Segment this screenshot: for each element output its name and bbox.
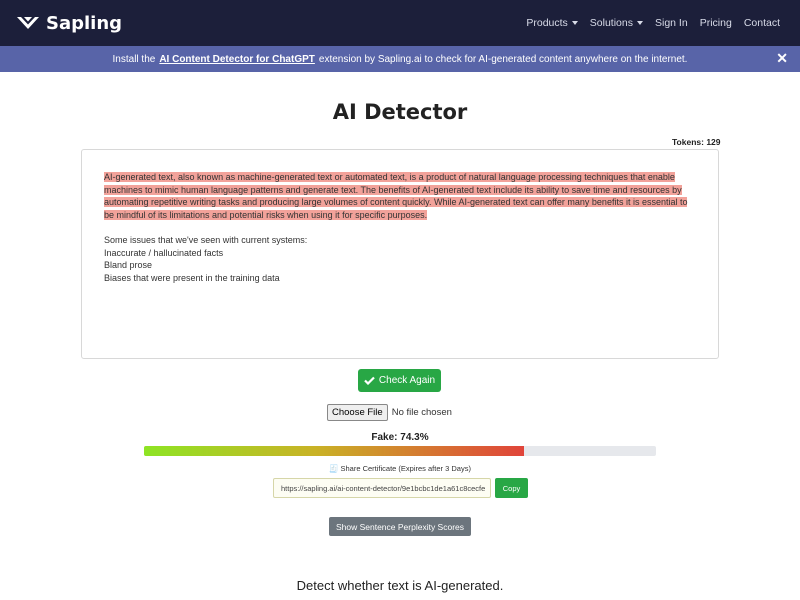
certificate-icon: 🧾 bbox=[329, 464, 339, 473]
sapling-logo-icon bbox=[16, 15, 40, 31]
nav-pricing[interactable]: Pricing bbox=[699, 17, 732, 29]
editor-line: Inaccurate / hallucinated facts bbox=[104, 247, 224, 258]
editor-line: Some issues that we've seen with current systems: bbox=[104, 234, 308, 245]
chevron-down-icon bbox=[637, 21, 643, 25]
nav-solutions-label: Solutions bbox=[589, 17, 633, 29]
check-again-label: Check Again bbox=[378, 375, 436, 386]
file-status: No file chosen bbox=[391, 407, 452, 418]
close-icon[interactable]: ✕ bbox=[776, 50, 788, 66]
extension-banner bbox=[0, 46, 800, 72]
editor-line: Biases that were present in the training data bbox=[104, 272, 280, 283]
page-title: AI Detector bbox=[332, 100, 468, 124]
text-editor[interactable] bbox=[81, 149, 719, 359]
nav-menu bbox=[520, 17, 786, 29]
banner-suffix: extension by Sapling.ai to check for AI-generated content anywhere on the internet. bbox=[318, 53, 688, 65]
share-certificate-label: Share Certificate (Expires after 3 Days) bbox=[340, 464, 471, 473]
top-navbar bbox=[0, 0, 800, 46]
nav-products-label: Products bbox=[526, 17, 568, 29]
nav-products[interactable] bbox=[520, 17, 583, 29]
copy-button[interactable]: Copy bbox=[495, 478, 528, 498]
fake-score-bar bbox=[144, 446, 656, 456]
fake-score-label: Fake: 74.3% bbox=[371, 432, 429, 443]
brand-logo[interactable] bbox=[16, 13, 122, 34]
brand-name: Sapling bbox=[46, 12, 123, 34]
banner-extension-link[interactable]: AI Content Detector for ChatGPT bbox=[159, 53, 315, 65]
share-certificate bbox=[0, 464, 800, 473]
nav-contact[interactable]: Contact bbox=[743, 17, 780, 29]
check-again-button[interactable] bbox=[358, 369, 441, 392]
certificate-url-field[interactable]: https://sapling.ai/ai-content-detector/9e1bcbc1de1a61c8cecfe bbox=[273, 478, 491, 498]
fake-score-fill bbox=[144, 446, 524, 456]
page-tagline: Detect whether text is AI-generated. bbox=[296, 578, 504, 593]
choose-file-button[interactable]: Choose File bbox=[327, 404, 388, 421]
file-upload bbox=[327, 404, 452, 421]
editor-line: Bland prose bbox=[104, 260, 153, 271]
perplexity-scores-button[interactable]: Show Sentence Perplexity Scores bbox=[329, 517, 471, 536]
highlighted-ai-text: AI-generated text, also known as machine-generated text or automated text, is a product of natural language processing techniques that enable machines to mimic human language patterns and generate text. The benefits of AI-generated text include its ability to save time and resources by automating repetitive writing tasks and producing large volumes of content quickly. While AI-generated text can offer many benefits it is essential to be mindful of its limitations and potential risks when using it for specific purposes. bbox=[104, 172, 688, 220]
nav-solutions[interactable] bbox=[584, 17, 649, 29]
token-count: Tokens: 129 bbox=[672, 137, 721, 147]
chevron-down-icon bbox=[572, 21, 578, 25]
checkmark-icon bbox=[364, 376, 375, 385]
banner-prefix: Install the bbox=[112, 53, 156, 65]
nav-sign-in[interactable]: Sign In bbox=[655, 17, 688, 29]
